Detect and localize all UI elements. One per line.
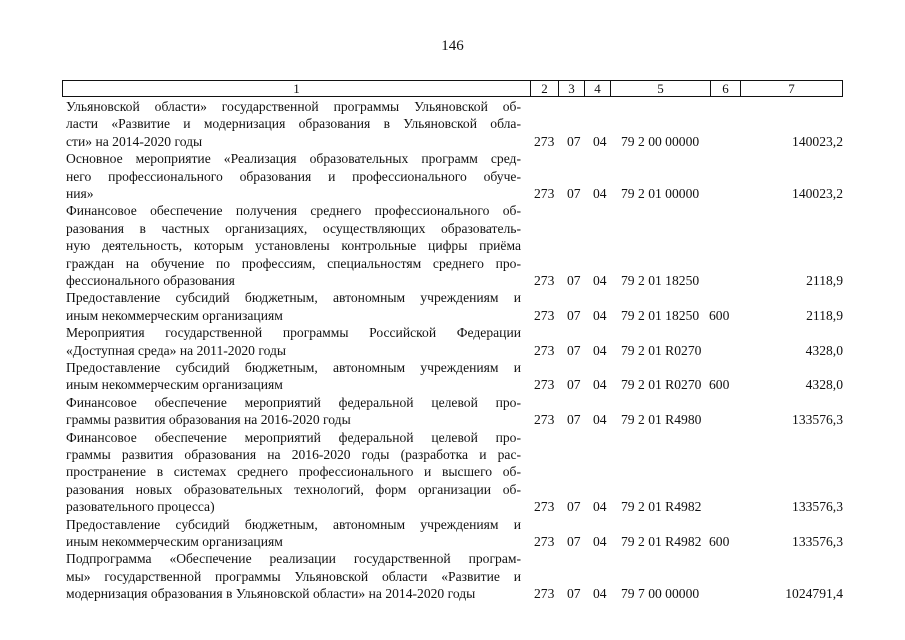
cell-c5: 79 2 01 18250 [621, 273, 700, 288]
cell-c2: 273 [534, 586, 555, 602]
row-description [66, 550, 521, 602]
cell-c5: 79 2 01 R4982 [621, 534, 702, 549]
description-line: ласти «Развитие и модернизация образования в Ульяновской обла- [66, 116, 521, 132]
cell-c2: 273 [534, 412, 555, 428]
description-line: ную деятельность, которым установлены контрольные цифры приёма [66, 238, 521, 254]
description-line: иным некоммерческим организациям [66, 307, 283, 323]
header-col-4: 4 [584, 81, 610, 96]
cell-c7: 133576,3 [792, 499, 843, 515]
cell-c4: 04 [593, 133, 607, 149]
description-line: граммы развития образования на 2016-2020 годы (разработка и рас- [66, 447, 521, 462]
cell-c6: 600 [709, 534, 730, 549]
cell-c7: 140023,2 [792, 133, 843, 149]
cell-c3: 07 [567, 412, 581, 428]
description-line: иным некоммерческим организациям [66, 534, 283, 549]
cell-c2: 273 [534, 273, 555, 288]
row-description [66, 202, 521, 289]
description-line: мы» государственной программы Ульяновской области «Развитие и [66, 568, 521, 584]
cell-c5: 79 2 01 R0270 [621, 342, 702, 358]
description-line: модернизация образования в Ульяновской области» на 2014-2020 годы [66, 586, 476, 602]
description-line: Предоставление субсидий бюджетным, автономным учреждениям и [66, 516, 521, 532]
description-line: пространение в системах среднего профессионального и высшего об- [66, 464, 521, 480]
cell-c4: 04 [593, 412, 607, 428]
cell-c7: 2118,9 [806, 273, 843, 288]
cell-c4: 04 [593, 534, 607, 549]
row-description [66, 359, 521, 394]
cell-c4: 04 [593, 273, 607, 288]
description-line: Финансовое обеспечение мероприятий федеральной целевой про- [66, 429, 521, 445]
description-line: Мероприятия государственной программы Российской Федерации [66, 325, 521, 341]
table-header [62, 80, 843, 97]
description-line: Финансовое обеспечение получения среднего профессионального об- [66, 203, 521, 219]
cell-c3: 07 [567, 307, 581, 323]
cell-c3: 07 [567, 377, 581, 393]
cell-c3: 07 [567, 534, 581, 549]
cell-c7: 4328,0 [805, 342, 843, 358]
cell-c4: 04 [593, 186, 607, 201]
cell-c2: 273 [534, 499, 555, 515]
description-line: «Доступная среда» на 2011-2020 годы [66, 342, 287, 358]
cell-c6: 600 [709, 307, 730, 323]
description-line: Основное мероприятие «Реализация образовательных программ сред- [66, 151, 521, 167]
cell-c6: 600 [709, 377, 730, 393]
row-description [66, 394, 521, 429]
cell-c4: 04 [593, 586, 607, 602]
cell-c2: 273 [534, 534, 555, 549]
row-description [66, 150, 521, 202]
cell-c2: 273 [534, 342, 555, 358]
cell-c5: 79 2 01 00000 [621, 186, 700, 201]
cell-c7: 4328,0 [805, 377, 843, 393]
cell-c3: 07 [567, 133, 581, 149]
row-description [66, 516, 521, 551]
cell-c2: 273 [534, 307, 555, 323]
cell-c5: 79 2 00 00000 [621, 133, 700, 149]
description-line: разовательного процесса) [66, 499, 215, 515]
description-line: фессионального образования [66, 273, 235, 289]
cell-c7: 140023,2 [792, 186, 843, 201]
row-description [66, 98, 521, 150]
cell-c2: 273 [534, 133, 555, 149]
cell-c4: 04 [593, 499, 607, 515]
cell-c3: 07 [567, 273, 581, 288]
description-line: сти» на 2014-2020 годы [66, 133, 203, 149]
cell-c4: 04 [593, 307, 607, 323]
cell-c7: 133576,3 [792, 534, 843, 549]
header-col-2: 2 [530, 81, 558, 96]
description-line: ния» [66, 186, 94, 201]
description-line: Подпрограмма «Обеспечение реализации государственной програм- [66, 551, 521, 567]
cell-c3: 07 [567, 186, 581, 201]
page-number: 146 [441, 38, 464, 54]
cell-c4: 04 [593, 342, 607, 358]
header-col-5: 5 [610, 81, 710, 96]
description-line: Предоставление субсидий бюджетным, автономным учреждениям и [66, 290, 521, 306]
cell-c2: 273 [534, 377, 555, 393]
cell-c2: 273 [534, 186, 555, 201]
cell-c7: 2118,9 [806, 307, 843, 323]
cell-c5: 79 2 01 R4982 [621, 499, 702, 515]
description-line: иным некоммерческим организациям [66, 377, 283, 393]
description-line: него профессионального образования и профессионального обуче- [66, 168, 521, 184]
cell-c3: 07 [567, 499, 581, 515]
cell-c5: 79 2 01 18250 [621, 307, 700, 323]
description-line: разования в частных организациях, осуществляющих образователь- [66, 220, 521, 236]
cell-c3: 07 [567, 342, 581, 358]
description-line: Ульяновской области» государственной программы Ульяновской об- [66, 99, 521, 114]
cell-c5: 79 2 01 R0270 [621, 377, 702, 393]
header-col-3: 3 [558, 81, 584, 96]
cell-c7: 1024791,4 [785, 586, 843, 602]
header-col-6: 6 [710, 81, 740, 96]
cell-c3: 07 [567, 586, 581, 602]
row-description [66, 289, 521, 324]
description-line: граждан на обучение по профессиям, специальностям среднего про- [66, 255, 521, 271]
header-col-7: 7 [740, 81, 842, 96]
description-line: разования новых образовательных технологий, форм организации об- [66, 481, 521, 497]
cell-c4: 04 [593, 377, 607, 393]
cell-c5: 79 2 01 R4980 [621, 412, 702, 428]
row-description [66, 429, 521, 516]
row-description [66, 324, 521, 359]
cell-c7: 133576,3 [792, 412, 843, 428]
description-line: Предоставление субсидий бюджетным, автономным учреждениям и [66, 360, 521, 375]
header-col-1: 1 [293, 81, 300, 96]
description-line: Финансовое обеспечение мероприятий федеральной целевой про- [66, 394, 521, 410]
cell-c5: 79 7 00 00000 [621, 586, 700, 602]
description-line: граммы развития образования на 2016-2020 годы [66, 412, 351, 428]
